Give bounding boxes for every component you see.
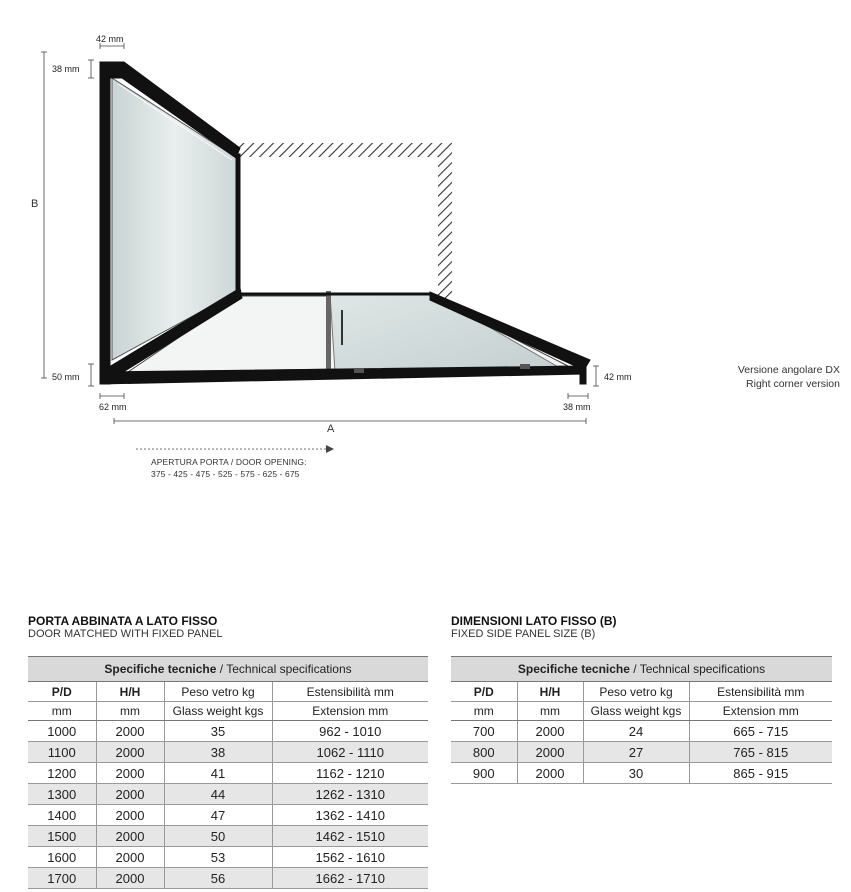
table-right <box>451 656 832 784</box>
cell-pd: 900 <box>451 763 517 784</box>
table-right-units <box>451 702 832 721</box>
col-weight: Peso vetro kg <box>583 682 689 702</box>
table-right-column-headers <box>451 682 832 702</box>
table-left-header <box>28 657 428 682</box>
cell-weight: 56 <box>164 868 272 889</box>
col-pd: P/D <box>28 682 96 702</box>
table-right-header <box>451 657 832 682</box>
header-en: Technical specifications <box>226 662 352 676</box>
col-weight: Peso vetro kg <box>164 682 272 702</box>
dim-bottom-right: 38 mm <box>563 402 591 412</box>
cell-hh: 2000 <box>517 763 583 784</box>
cell-hh: 2000 <box>517 721 583 742</box>
table-row <box>28 847 428 868</box>
table-right-subtitle: FIXED SIDE PANEL SIZE (B) <box>451 628 596 640</box>
unit-weight: Glass weight kgs <box>164 702 272 721</box>
dim-width-label: A <box>327 423 335 435</box>
unit-pd: mm <box>28 702 96 721</box>
dim-right-height: 42 mm <box>604 372 632 382</box>
table-row <box>28 721 428 742</box>
table-row <box>28 805 428 826</box>
cell-hh: 2000 <box>96 805 164 826</box>
table-right-heading <box>451 614 617 640</box>
header-it: Specifiche tecniche <box>104 662 217 676</box>
unit-weight: Glass weight kgs <box>583 702 689 721</box>
cell-pd: 1300 <box>28 784 96 805</box>
cell-hh: 2000 <box>517 742 583 763</box>
col-extension: Estensibilità mm <box>272 682 428 702</box>
table-row <box>451 763 832 784</box>
table-right-title: DIMENSIONI LATO FISSO (B) <box>451 614 617 628</box>
table-row <box>28 826 428 847</box>
col-hh: H/H <box>517 682 583 702</box>
table-left-heading <box>28 614 223 640</box>
cell-weight: 35 <box>164 721 272 742</box>
table-row <box>28 868 428 889</box>
cell-weight: 41 <box>164 763 272 784</box>
cell-hh: 2000 <box>96 847 164 868</box>
door-opening-title: APERTURA PORTA / DOOR OPENING: <box>151 457 307 467</box>
col-hh: H/H <box>96 682 164 702</box>
unit-pd: mm <box>451 702 517 721</box>
cell-extension: 1262 - 1310 <box>272 784 428 805</box>
door-opening-values: 375 - 425 - 475 - 525 - 575 - 625 - 675 <box>151 469 300 479</box>
table-left-units <box>28 702 428 721</box>
cell-pd: 1700 <box>28 868 96 889</box>
cell-hh: 2000 <box>96 742 164 763</box>
table-left <box>28 656 428 889</box>
cell-weight: 47 <box>164 805 272 826</box>
cell-extension: 865 - 915 <box>689 763 832 784</box>
cell-extension: 1662 - 1710 <box>272 868 428 889</box>
cell-hh: 2000 <box>96 763 164 784</box>
cell-pd: 1400 <box>28 805 96 826</box>
cell-pd: 1200 <box>28 763 96 784</box>
cell-extension: 1362 - 1410 <box>272 805 428 826</box>
cell-weight: 50 <box>164 826 272 847</box>
dim-top-height: 38 mm <box>52 64 80 74</box>
cell-extension: 962 - 1010 <box>272 721 428 742</box>
table-left-column-headers <box>28 682 428 702</box>
table-row <box>451 742 832 763</box>
dim-bottom-left: 62 mm <box>99 402 127 412</box>
cell-pd: 1100 <box>28 742 96 763</box>
header-sep: / <box>216 662 227 676</box>
cell-pd: 1000 <box>28 721 96 742</box>
table-left-subtitle: DOOR MATCHED WITH FIXED PANEL <box>28 628 223 640</box>
door-opening-note <box>151 456 307 480</box>
table-left-title: PORTA ABBINATA A LATO FISSO <box>28 614 218 628</box>
table-row <box>28 763 428 784</box>
cell-extension: 1062 - 1110 <box>272 742 428 763</box>
cell-weight: 27 <box>583 742 689 763</box>
cell-extension: 665 - 715 <box>689 721 832 742</box>
version-note <box>738 363 840 391</box>
cell-hh: 2000 <box>96 826 164 847</box>
version-en: Right corner version <box>746 378 840 390</box>
header-sep: / <box>629 662 640 676</box>
cell-extension: 765 - 815 <box>689 742 832 763</box>
table-row <box>28 784 428 805</box>
unit-extension: Extension mm <box>272 702 428 721</box>
cell-extension: 1462 - 1510 <box>272 826 428 847</box>
cell-extension: 1162 - 1210 <box>272 763 428 784</box>
version-it: Versione angolare DX <box>737 364 840 376</box>
cell-extension: 1562 - 1610 <box>272 847 428 868</box>
cell-weight: 44 <box>164 784 272 805</box>
cell-pd: 700 <box>451 721 517 742</box>
cell-hh: 2000 <box>96 721 164 742</box>
cell-weight: 53 <box>164 847 272 868</box>
dim-height-label: B <box>31 198 39 210</box>
cell-weight: 24 <box>583 721 689 742</box>
unit-extension: Extension mm <box>689 702 832 721</box>
cell-pd: 1600 <box>28 847 96 868</box>
cell-weight: 30 <box>583 763 689 784</box>
dim-top-width: 42 mm <box>96 34 124 44</box>
cell-hh: 2000 <box>96 784 164 805</box>
cell-hh: 2000 <box>96 868 164 889</box>
col-pd: P/D <box>451 682 517 702</box>
unit-hh: mm <box>517 702 583 721</box>
header-it: Specifiche tecniche <box>517 662 630 676</box>
col-extension: Estensibilità mm <box>689 682 832 702</box>
cell-pd: 1500 <box>28 826 96 847</box>
cell-pd: 800 <box>451 742 517 763</box>
dim-bottom-height: 50 mm <box>52 372 80 382</box>
table-row <box>28 742 428 763</box>
cell-weight: 38 <box>164 742 272 763</box>
unit-hh: mm <box>96 702 164 721</box>
table-row <box>451 721 832 742</box>
header-en: Technical specifications <box>639 662 766 676</box>
